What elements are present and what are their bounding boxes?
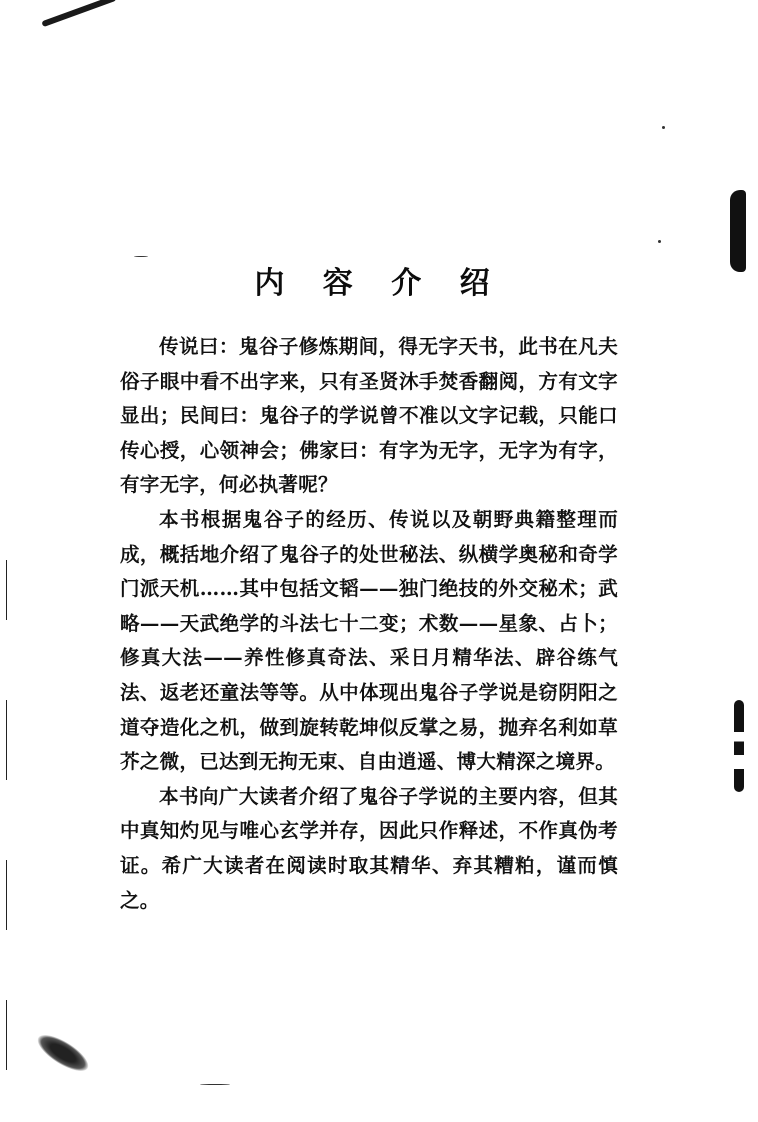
scan-line-left-4 [6,1000,7,1070]
scan-line-left-1 [6,560,7,620]
scan-dot [658,240,661,243]
scan-mark-top [41,0,116,27]
scan-mark-right-lower [734,700,744,792]
scan-dot [662,126,665,129]
paragraph: 传说曰：鬼谷子修炼期间，得无字天书，此书在凡夫俗子眼中看不出字来，只有圣贤沐手焚香翻阅，方有文字显出；民间曰：鬼谷子的学说曾不准以文字记载，只能口传心授，心领神会；佛家曰：有字为无字，无字为有字，有字无字，何必执著呢？ [120,335,618,497]
scan-dot [134,256,148,257]
paragraph: 本书向广大读者介绍了鬼谷子学说的主要内容，但其中真知灼见与唯心玄学并存，因此只作释述，不作真伪考证。希广大读者在阅读时取其精华、弃其糟粕，谨而慎之。 [120,784,618,912]
scan-line-left-2 [6,700,7,780]
page-title: 内 容 介 绍 [254,266,504,302]
scan-dot [200,1084,230,1085]
scan-line-left-3 [6,860,7,930]
paragraph: 本书根据鬼谷子的经历、传说以及朝野典籍整理而成，概括地介绍了鬼谷子的处世秘法、纵横学奥秘和奇学门派天机……其中包括文韬——独门绝技的外交秘术；武略——天武绝学的斗法七十二变；术数——星象、占卜；修真大法——养性修真奇法、采日月精华法、辟谷练气法、返老还童法等等。从中体现出鬼谷子学说是窃阴阳之道夺造化之机，做到旋转乾坤似反掌之易，抛弃名利如草芥之微，已达到无拘无束、自由逍遥、博大精深之境界。 [120,507,618,774]
scan-mark-bottom [33,1028,94,1077]
body-text [120,330,618,918]
